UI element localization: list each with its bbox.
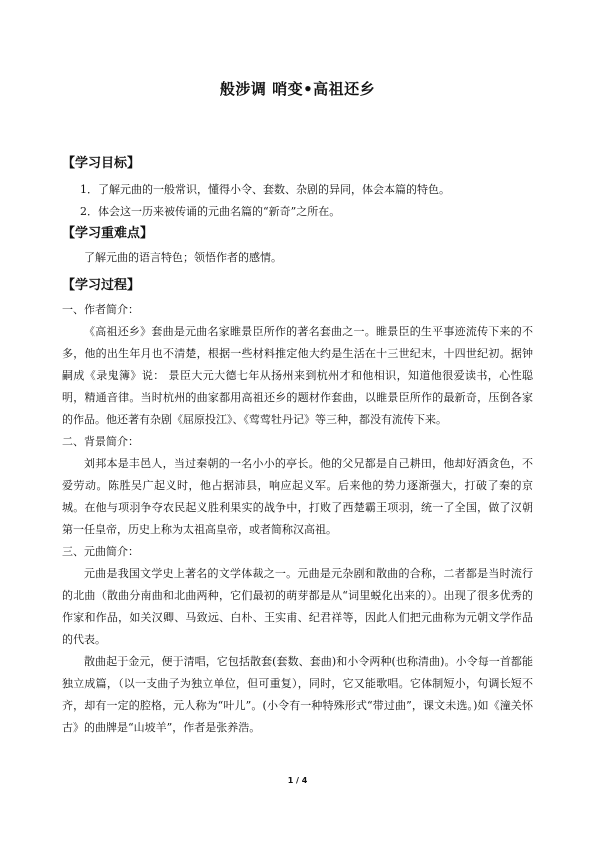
yuanqu-intro-text-1: 元曲是我国文学史上著名的文学体裁之一。元曲是元杂剧和散曲的合称，二者都是当时流行的北曲（散曲分南曲和北曲两种，它们最初的萌芽都是从“词里蜕化出来的）。出现了很多优秀的作家和作品，如关汉卿、马致远、白朴、王实甫、纪君祥等，因此人们把元曲称为元朝文学作品的代表。 [62, 567, 533, 646]
yuanqu-intro-text-2: 散曲起于金元，便于清唱，它包括散套(套数、套曲)和小令两种(也称清曲)。小令每一首都能独立成篇，（以一支曲子为独立单位，但可重复），同时，它又能歌唱。它体制短小，句调长短不齐，却有一定的腔格，元人称为“叶儿”。(小令有一种特殊形式“带过曲”，课文未选。)如《潼关怀古》的曲牌是“山坡羊”，作者是张养浩。 [62, 655, 533, 734]
process-heading: 【学习过程】 [62, 278, 141, 293]
list-item: 1．了解元曲的一般常识，懂得小令、套数、杂剧的异同，体会本篇的特色。 [80, 183, 450, 196]
keypoints-heading: 【学习重难点】 [62, 226, 154, 241]
goals-heading: 【学习目标】 [62, 156, 141, 171]
background-intro-title: 二、背景简介： [62, 435, 139, 448]
list-item: 2．体会这一历来被传诵的元曲名篇的“新奇”之所在。 [80, 205, 341, 218]
author-intro-text: 《高祖还乡》套曲是元曲名家睢景臣所作的著名套曲之一。睢景臣的生平事迹流传下来的不多，他的出生年月也不清楚，根据一些材料推定他大约是生活在十三世纪末，十四世纪初。据钟嗣成《录鬼簿》说： 景臣大元大德七年从扬州来到杭州才和他相识，知道他很爱读书，心性聪明，精通音律。当时杭州的曲家都用高祖还乡的题材作套曲，以睢景臣所作的最新奇，压倒各家的作品。他还著有杂剧《屈原投江》、《莺莺牡丹记》等三种，都没有流传下来。 [62, 325, 533, 426]
author-intro-title: 一、作者简介： [62, 303, 139, 316]
goals-list [62, 179, 533, 223]
page-title: 般涉调 哨变•高祖还乡 [219, 80, 376, 98]
keypoints-text: 了解元曲的语言特色；领悟作者的感情。 [84, 251, 282, 264]
background-intro-text: 刘邦本是丰邑人，当过秦朝的一名小小的亭长。他的父兄都是自己耕田，他却好酒贪色，不爱劳动。陈胜吴广起义时，他占据沛县，响应起义军。后来他的势力逐渐强大，打破了秦的京城。在他与项羽争夺农民起义胜利果实的战争中，打败了西楚霸王项羽，统一了全国，做了汉朝第一任皇帝，历史上称为太祖高皇帝，或者简称汉高祖。 [62, 457, 533, 536]
yuanqu-intro-title: 三、元曲简介： [62, 545, 139, 558]
page-number: 1 / 4 [287, 776, 308, 785]
